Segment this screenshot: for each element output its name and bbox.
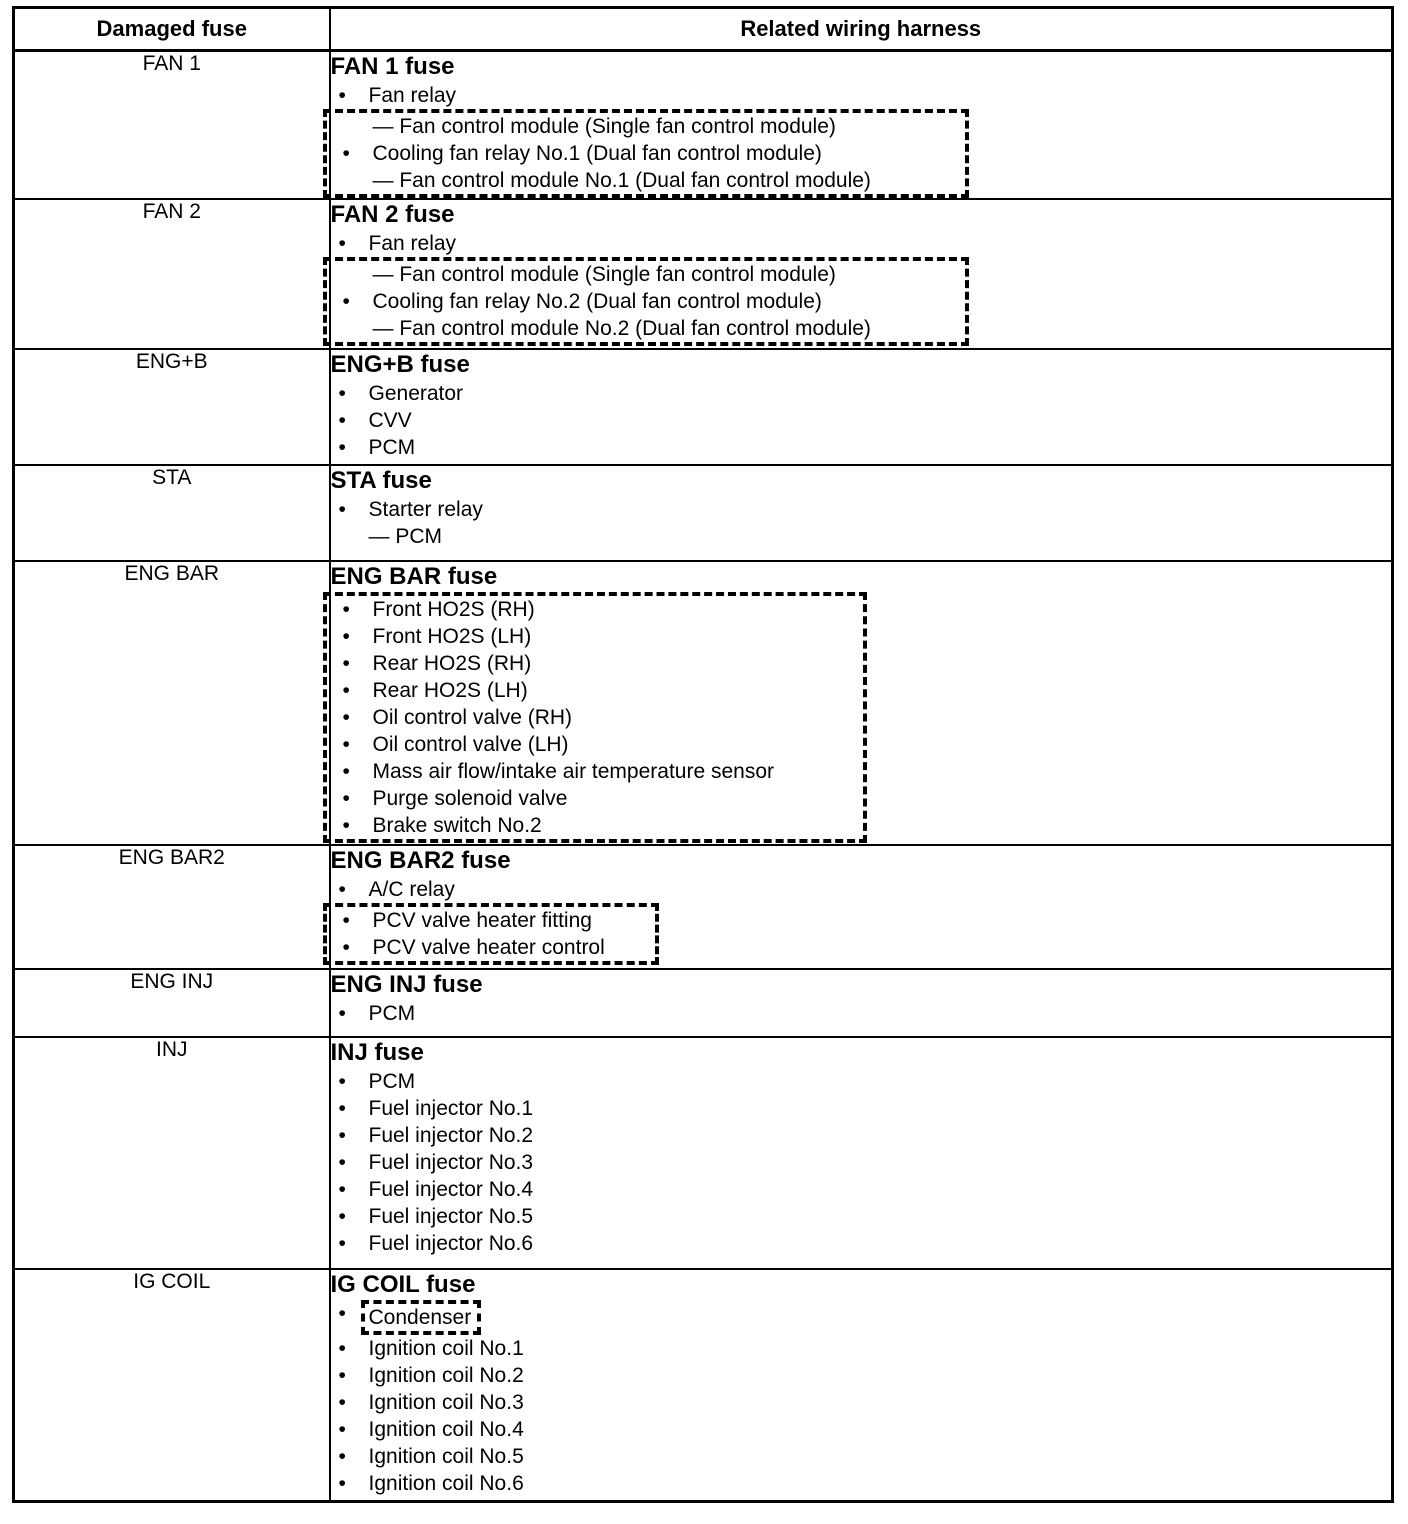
harness-cell xyxy=(330,1037,1393,1269)
row-eng-bar xyxy=(14,561,1393,845)
list-item: • Fan relay xyxy=(331,82,1392,109)
fuse-name: ENG INJ xyxy=(14,969,330,1037)
list-item: • Oil control valve (LH) xyxy=(335,731,853,758)
list-item: • Cooling fan relay No.2 (Dual fan control module) xyxy=(335,288,955,315)
list-item: • CVV xyxy=(331,407,1392,434)
row-fan2 xyxy=(14,199,1393,349)
list-item: • PCV valve heater fitting xyxy=(335,907,645,934)
group-title: ENG BAR2 fuse xyxy=(330,847,511,874)
harness-cell xyxy=(330,1269,1393,1501)
list-item: • Ignition coil No.3 xyxy=(331,1389,1392,1416)
dashed-box: Condenser xyxy=(361,1300,482,1335)
harness-cell xyxy=(330,969,1393,1037)
list-item: • Ignition coil No.2 xyxy=(331,1362,1392,1389)
group-title: ENG+B fuse xyxy=(330,351,470,378)
fuse-name: FAN 1 xyxy=(14,51,330,200)
list-item: • Brake switch No.2 xyxy=(335,812,853,839)
group-title: FAN 1 fuse xyxy=(330,53,455,80)
fuse-name: ENG BAR2 xyxy=(14,845,330,969)
list-item: • PCM xyxy=(331,434,1392,461)
item-list xyxy=(331,380,1392,461)
fuse-name: STA xyxy=(14,465,330,561)
header-related-wiring-harness: Related wiring harness xyxy=(330,8,1393,51)
dashed-box xyxy=(323,109,969,198)
list-item: — Fan control module (Single fan control module) xyxy=(372,263,836,286)
dashed-box xyxy=(323,592,867,843)
fuse-name: IG COIL xyxy=(14,1269,330,1501)
list-item xyxy=(331,1300,1392,1335)
row-eng-inj xyxy=(14,969,1393,1037)
harness-cell xyxy=(330,349,1393,465)
dashed-box xyxy=(323,903,659,965)
list-item: • Fan relay xyxy=(331,230,1392,257)
list-item: • Fuel injector No.3 xyxy=(331,1149,1392,1176)
harness-cell xyxy=(330,465,1393,561)
header-damaged-fuse: Damaged fuse xyxy=(14,8,330,51)
list-item: — Fan control module No.1 (Dual fan control module) xyxy=(372,169,871,192)
list-item: • Rear HO2S (RH) xyxy=(335,650,853,677)
list-item: • Fuel injector No.5 xyxy=(331,1203,1392,1230)
list-item: • Fuel injector No.6 xyxy=(331,1230,1392,1257)
list-item: • Oil control valve (RH) xyxy=(335,704,853,731)
list-item: • Starter relay xyxy=(331,496,1392,523)
group-title: INJ fuse xyxy=(330,1039,424,1066)
list-item: • Mass air flow/intake air temperature sensor xyxy=(335,758,853,785)
fuse-name: ENG+B xyxy=(14,349,330,465)
harness-cell xyxy=(330,561,1393,845)
harness-cell xyxy=(330,199,1393,349)
list-item: • Ignition coil No.4 xyxy=(331,1416,1392,1443)
list-item: • PCM xyxy=(331,1068,1392,1095)
list-item: • Rear HO2S (LH) xyxy=(335,677,853,704)
row-inj xyxy=(14,1037,1393,1269)
item-list xyxy=(331,496,1392,550)
header-row xyxy=(14,8,1393,51)
list-item: • Purge solenoid valve xyxy=(335,785,853,812)
fuse-name: FAN 2 xyxy=(14,199,330,349)
row-fan1 xyxy=(14,51,1393,200)
row-sta xyxy=(14,465,1393,561)
list-item: • Ignition coil No.5 xyxy=(331,1443,1392,1470)
list-item: — Fan control module No.2 (Dual fan control module) xyxy=(372,317,871,340)
row-ig-coil xyxy=(14,1269,1393,1501)
group-title: ENG INJ fuse xyxy=(330,971,483,998)
row-eng-b xyxy=(14,349,1393,465)
group-title: IG COIL fuse xyxy=(330,1271,476,1298)
list-item: • Front HO2S (RH) xyxy=(335,596,853,623)
fuse-name: ENG BAR xyxy=(14,561,330,845)
group-title: FAN 2 fuse xyxy=(330,201,455,228)
list-item: • Fuel injector No.2 xyxy=(331,1122,1392,1149)
item-list xyxy=(331,230,1392,257)
list-item: • PCM xyxy=(331,1000,1392,1027)
list-item: — PCM xyxy=(368,525,442,548)
item-list xyxy=(331,1000,1392,1027)
row-eng-bar2 xyxy=(14,845,1393,969)
fuse-name: INJ xyxy=(14,1037,330,1269)
harness-cell xyxy=(330,845,1393,969)
fuse-table xyxy=(12,6,1394,1503)
list-item: — Fan control module (Single fan control module) xyxy=(372,115,836,138)
group-title: STA fuse xyxy=(330,467,432,494)
group-title: ENG BAR fuse xyxy=(330,563,498,590)
harness-cell xyxy=(330,51,1393,200)
list-item: • Front HO2S (LH) xyxy=(335,623,853,650)
list-item: • Fuel injector No.1 xyxy=(331,1095,1392,1122)
item-list xyxy=(331,876,1392,903)
list-item: • PCV valve heater control xyxy=(335,934,645,961)
list-item: • Generator xyxy=(331,380,1392,407)
item-list xyxy=(331,1335,1392,1497)
item-list xyxy=(331,82,1392,109)
list-item: • A/C relay xyxy=(331,876,1392,903)
list-item: • Fuel injector No.4 xyxy=(331,1176,1392,1203)
list-item: • Ignition coil No.1 xyxy=(331,1335,1392,1362)
list-item: • Ignition coil No.6 xyxy=(331,1470,1392,1497)
list-item: • Cooling fan relay No.1 (Dual fan control module) xyxy=(335,140,955,167)
item-list xyxy=(331,1068,1392,1257)
dashed-box xyxy=(323,257,969,346)
